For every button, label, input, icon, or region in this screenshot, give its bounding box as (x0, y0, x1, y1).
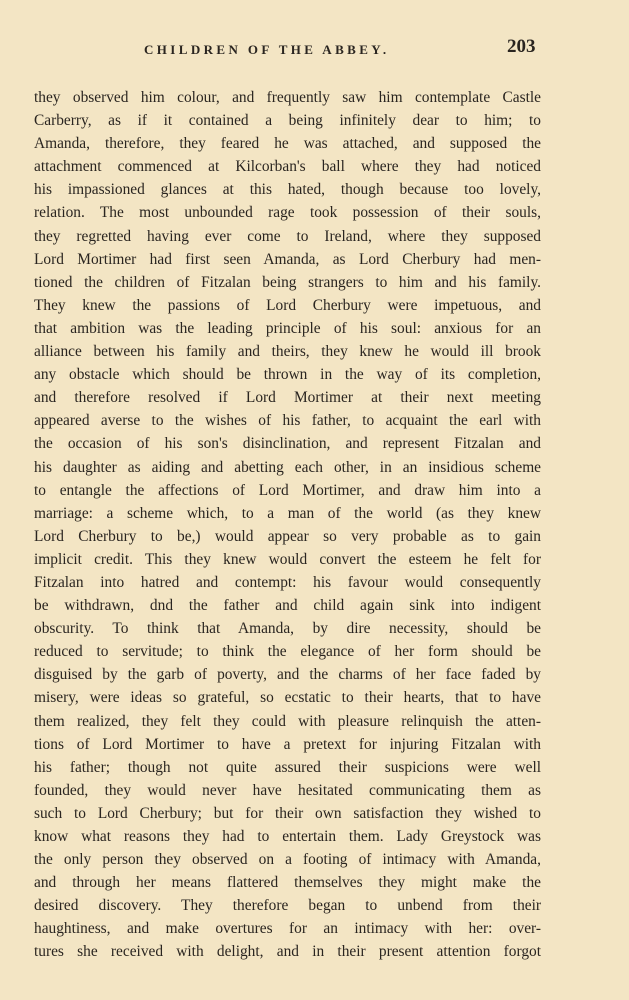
text-line: any obstacle which should be thrown in the way of its completion, (34, 366, 541, 384)
text-line: that ambition was the leading principle of his soul: anxious for an (34, 319, 541, 337)
text-line: be withdrawn, dnd the father and child again sink into indigent (34, 597, 541, 615)
text-line: his impassioned glances at this hated, though because too lovely, (34, 181, 541, 199)
text-line: to entangle the affections of Lord Mortimer, and draw him into a (34, 481, 541, 499)
text-line: relation. The most unbounded rage took possession of their souls, (34, 204, 541, 222)
text-line: tures she received with delight, and in their present attention forgot (34, 943, 541, 961)
text-line: know what reasons they had to entertain them. Lady Greystock was (34, 828, 541, 845)
page-number: 203 (507, 36, 536, 57)
text-line: Fitzalan into hatred and contempt: his favour would consequently (34, 573, 541, 591)
text-line: such to Lord Cherbury; but for their own satisfaction they wished to (34, 804, 541, 822)
text-line: appeared averse to the wishes of his father, to acquaint the earl with (34, 412, 541, 430)
text-line: tioned the children of Fitzalan being strangers to him and his family. (34, 273, 541, 291)
text-line: attachment commenced at Kilcorban's ball where they had noticed (34, 158, 541, 176)
text-line: they observed him colour, and frequently saw him contemplate Castle (34, 89, 541, 106)
text-line: Carberry, as if it contained a being infinitely dear to him; to (34, 112, 541, 130)
text-line: They knew the passions of Lord Cherbury were impetuous, and (34, 296, 541, 314)
text-line: they regretted having ever come to Ireland, where they supposed (34, 227, 541, 245)
text-line: his daughter as aiding and abetting each other, in an insidious scheme (34, 458, 541, 476)
text-line: disguised by the garb of poverty, and the charms of her face faded by (34, 666, 541, 684)
text-line: founded, they would never have hesitated communicating them as (34, 781, 541, 799)
text-line: misery, were ideas so grateful, so ecstatic to their hearts, that to have (34, 689, 541, 707)
text-line: Amanda, therefore, they feared he was attached, and supposed the (34, 135, 541, 153)
text-line: implicit credit. This they knew would convert the esteem he felt for (34, 550, 541, 568)
body-text (34, 86, 541, 964)
text-line: the only person they observed on a footing of intimacy with Amanda, (34, 851, 541, 869)
text-line: tions of Lord Mortimer to have a pretext for injuring Fitzalan with (34, 735, 541, 753)
text-line: desired discovery. They therefore began to unbend from their (34, 897, 541, 915)
text-line: and through her means flattered themselves they might make the (34, 874, 541, 892)
text-line: the occasion of his son's disinclination, and represent Fitzalan and (34, 435, 541, 453)
page-header (0, 36, 629, 66)
text-line: and therefore resolved if Lord Mortimer at their next meeting (34, 389, 541, 407)
text-line: alliance between his family and theirs, they knew he would ill brook (34, 343, 541, 361)
text-line: Lord Mortimer had first seen Amanda, as Lord Cherbury had men- (34, 250, 541, 268)
text-line: marriage: a scheme which, to a man of the world (as they knew (34, 504, 541, 522)
running-head: CHILDREN OF THE ABBEY. (144, 42, 390, 57)
text-line: his father; though not quite assured their suspicions were well (34, 758, 541, 776)
text-line: Lord Cherbury to be,) would appear so very probable as to gain (34, 527, 541, 545)
text-line: them realized, they felt they could with pleasure relinquish the atten- (34, 712, 541, 730)
text-line: obscurity. To think that Amanda, by dire necessity, should be (34, 620, 541, 638)
text-line: reduced to servitude; to think the elegance of her form should be (34, 643, 541, 661)
text-line: haughtiness, and make overtures for an intimacy with her: over- (34, 920, 541, 938)
